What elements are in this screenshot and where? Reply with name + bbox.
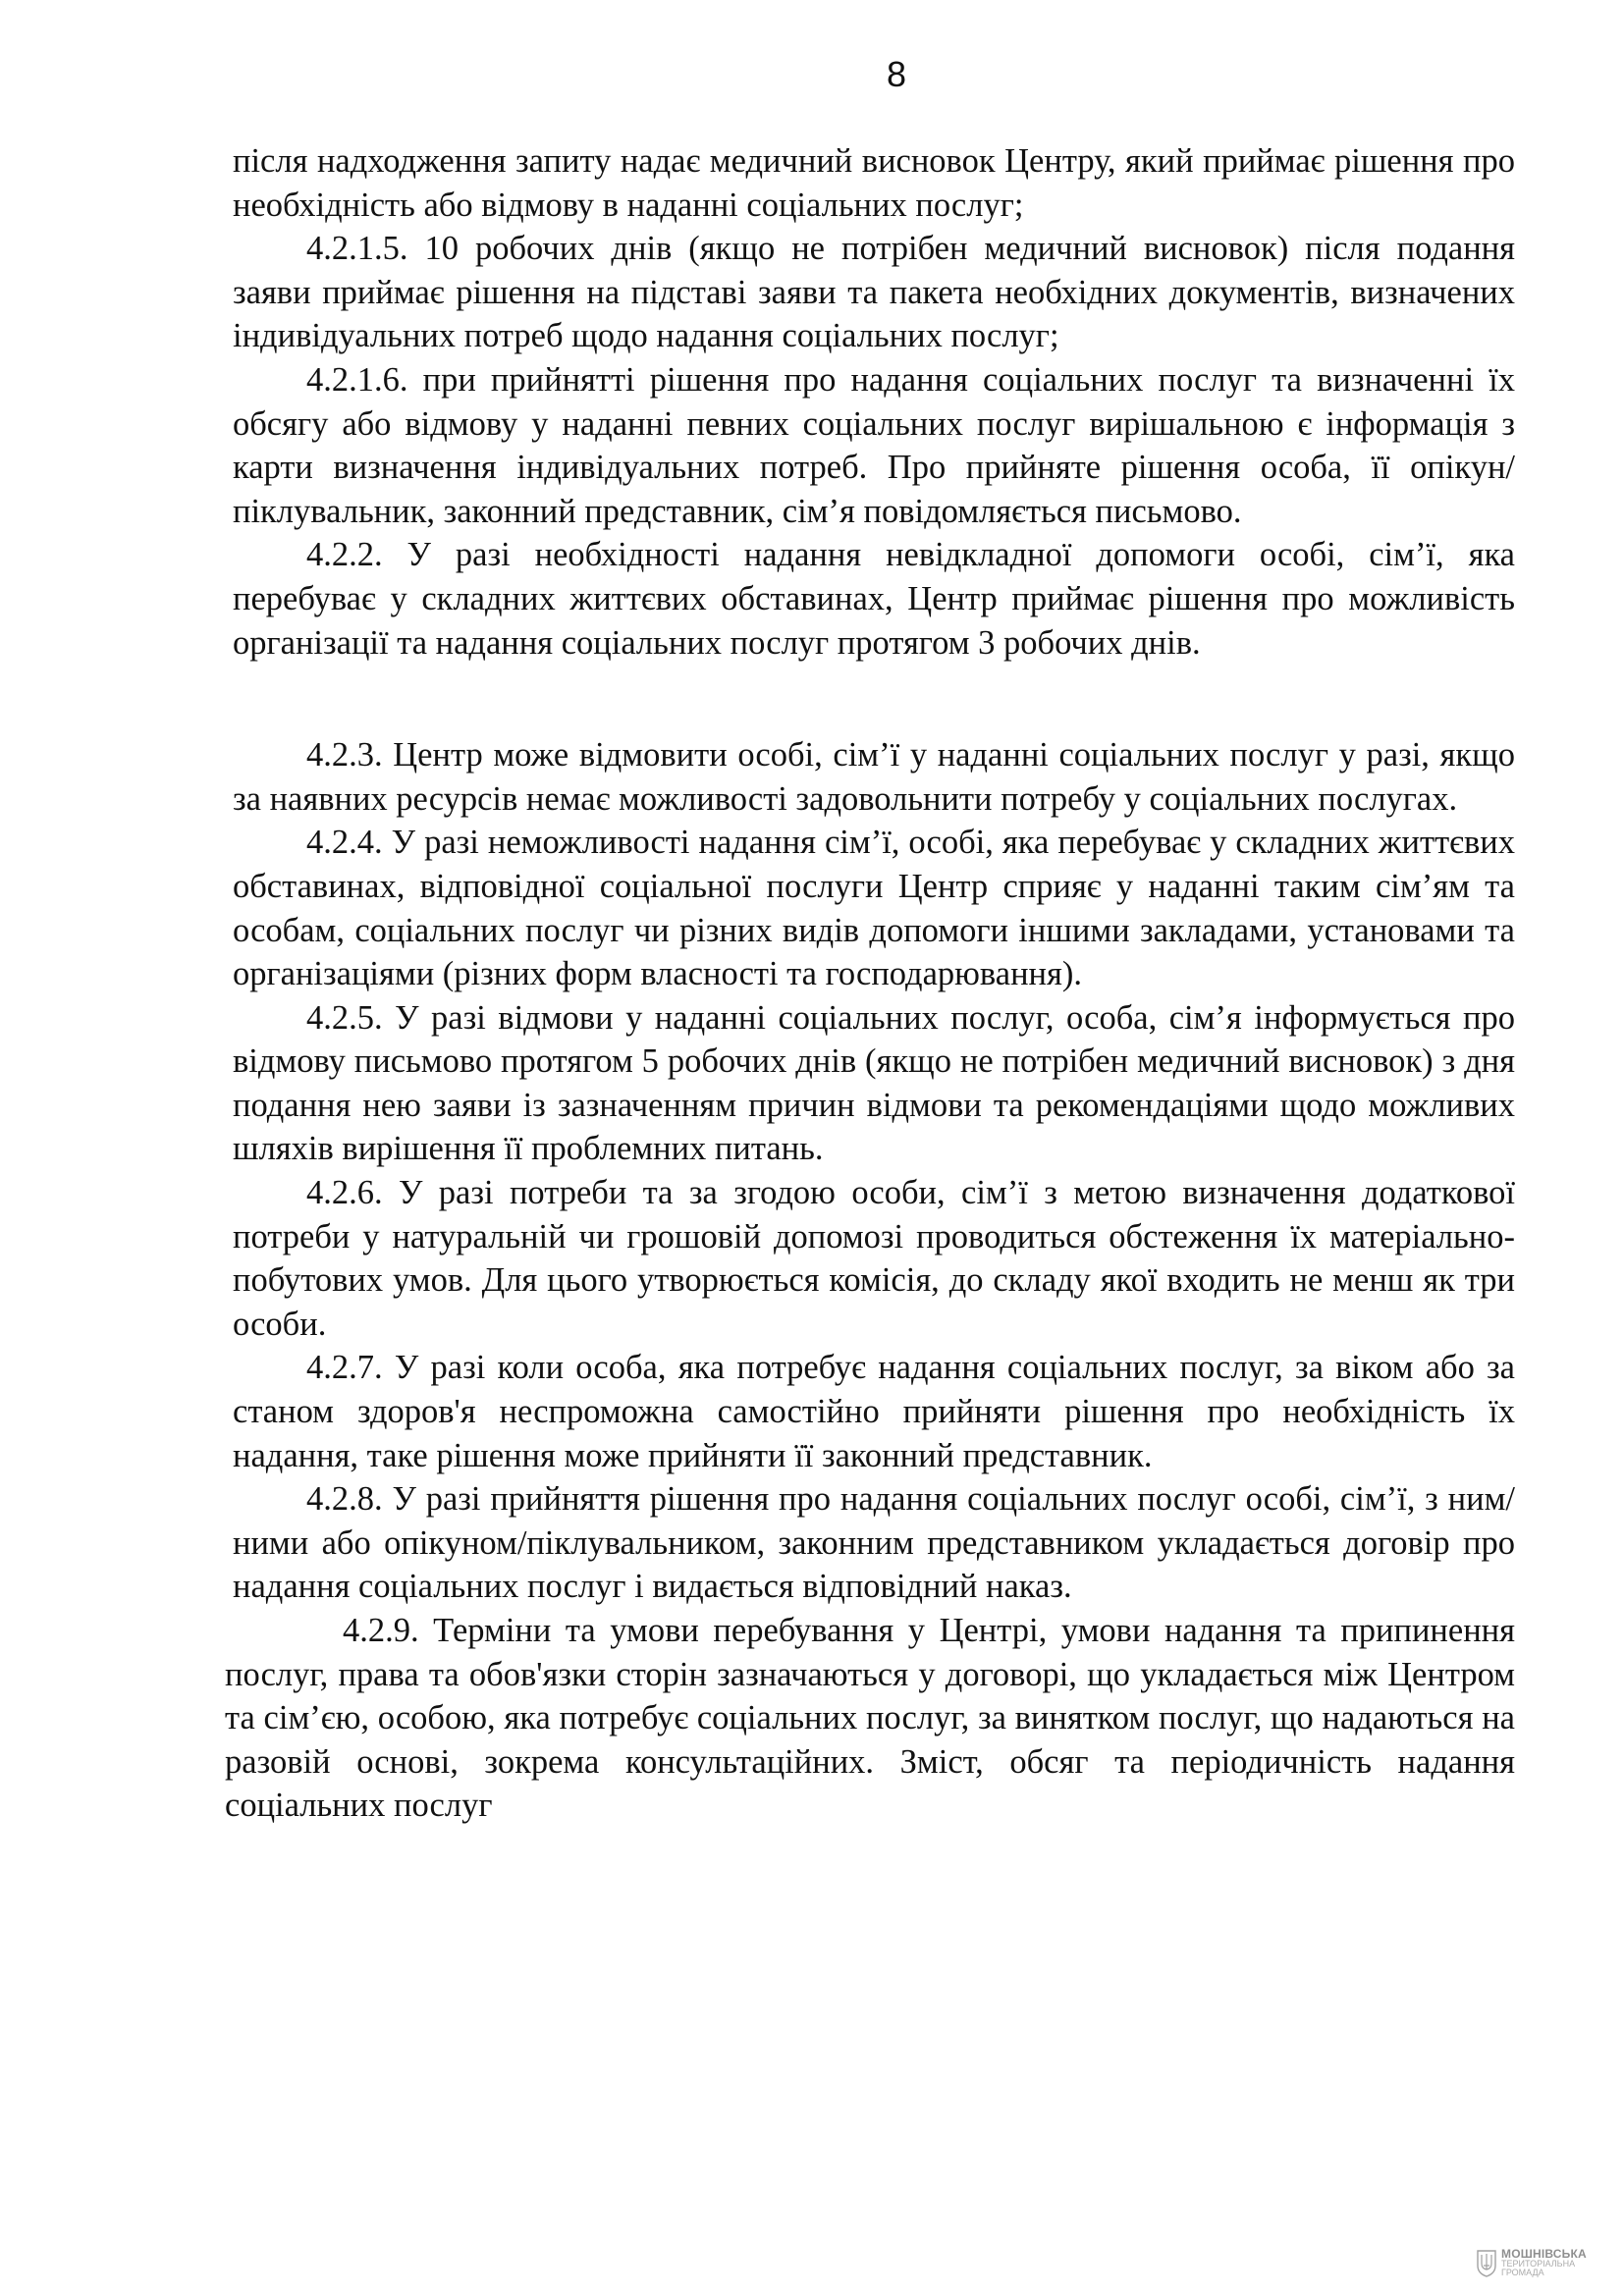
paragraph-4-2-1-5: 4.2.1.5. 10 робочих днів (якщо не потрібен медичний висновок) після подання заяви приймає рішення на підставі заяви та пакета необхідних документів, визначених індивідуальних потреб щодо надання соціальних послуг; bbox=[233, 230, 1515, 355]
page-number: 8 bbox=[886, 54, 907, 94]
paragraph-4-2-3: 4.2.3. Центр може відмовити особі, сім’ї у наданні соціальних послуг у разі, якщо за наявних ресурсів немає можливості задовольнити потребу у соціальних послугах. bbox=[233, 736, 1515, 818]
paragraph-4-2-4: 4.2.4. У разі неможливості надання сім’ї, особі, яка перебуває у складних життєвих обставинах, відповідної соціальної послуги Центр сприяє у наданні таким сім’ям та особам, соціальних послуг чи різних видів допомоги іншими закладами, установами та організаціями (різних форм власності та господарювання). bbox=[233, 824, 1515, 993]
watermark-line1: МОШНІВСЬКА bbox=[1501, 2247, 1587, 2261]
paragraph-4-2-2: 4.2.2. У разі необхідності надання невідкладної допомоги особі, сім’ї, яка перебуває у складних життєвих обставинах, Центр приймає рішення про можливість організації та надання соціальних послуг протягом 3 робочих днів. bbox=[233, 536, 1515, 662]
paragraph-continuation: після надходження запиту надає медичний висновок Центру, який приймає рішення про необхідність або відмову в наданні соціальних послуг; bbox=[233, 142, 1515, 224]
trident-emblem-icon bbox=[1476, 2248, 1497, 2277]
watermark-line2: ТЕРИТОРІАЛЬНА bbox=[1501, 2259, 1576, 2269]
paragraph-4-2-1-6: 4.2.1.6. при прийнятті рішення про надання соціальних послуг та визначенні їх обсягу або відмову у наданні певних соціальних послуг вирішальною є інформація з карти визначення індивідуальних потреб. Про прийняте рішення особа, її опікун/піклувальник, законний представник, сім’я повідомляється письмово. bbox=[233, 360, 1515, 530]
paragraph-4-2-9: 4.2.9. Терміни та умови перебування у Центрі, умови надання та припинення послуг, права та обов'язки сторін зазначаються у договорі, що укладається між Центром та сім’єю, особою, яка потребує соціальних послуг, за винятком послуг, що надаються на разовій основі, зокрема консультаційних. Зміст, обсяг та періодичність надання соціальних послуг bbox=[225, 1612, 1515, 1825]
watermark-text bbox=[1501, 2248, 1587, 2277]
community-watermark bbox=[1476, 2248, 1587, 2277]
watermark-line3: ГРОМАДА bbox=[1501, 2268, 1544, 2277]
paragraph-4-2-6: 4.2.6. У разі потреби та за згодою особи, сім’ї з метою визначення додаткової потреби у натуральній чи грошовій допомозі проводиться обстеження їх матеріально-побутових умов. Для цього утворюється комісія, до складу якої входить не менш як три особи. bbox=[233, 1174, 1515, 1343]
document-body bbox=[225, 139, 1515, 1828]
paragraph-4-2-5: 4.2.5. У разі відмови у наданні соціальних послуг, особа, сім’я інформується про відмову письмово протягом 5 робочих днів (якщо не потрібен медичний висновок) з дня подання нею заяви із зазначенням причин відмови та рекомендаціями щодо можливих шляхів вирішення її проблемних питань. bbox=[233, 998, 1515, 1168]
paragraph-4-2-7: 4.2.7. У разі коли особа, яка потребує надання соціальних послуг, за віком або за станом здоров'я неспроможна самостійно прийняти рішення про необхідність їх надання, таке рішення може прийняти її законний представник. bbox=[233, 1349, 1515, 1474]
paragraph-4-2-8: 4.2.8. У разі прийняття рішення про надання соціальних послуг особі, сім’ї, з ним/ними або опікуном/піклувальником, законним представником укладається договір про надання соціальних послуг і видається відповідний наказ. bbox=[233, 1480, 1515, 1606]
